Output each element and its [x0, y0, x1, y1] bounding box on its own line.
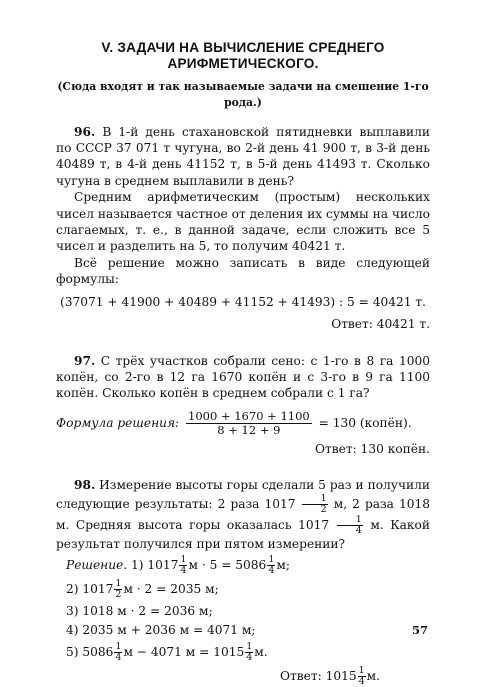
solution-step-1	[56, 555, 430, 576]
fraction-quarter	[337, 515, 363, 536]
problem-statement-c: м. Какой результат получился при пятом измерении?	[56, 517, 431, 551]
problem-97-answer: Ответ: 130 копён.	[315, 441, 430, 456]
step-text: м.	[254, 644, 268, 659]
problem-98	[56, 477, 430, 687]
fraction-denominator: 8 + 12 + 9	[217, 422, 281, 437]
answer-text: м.	[366, 668, 380, 683]
fraction-denominator: 4	[180, 564, 187, 576]
problem-number: 98.	[74, 478, 96, 493]
fraction-numerator: 1000 + 1670 + 1100	[188, 408, 310, 423]
fraction-numerator: 1	[246, 640, 253, 652]
solution-label: Решение.	[66, 557, 128, 572]
fraction-half	[302, 494, 328, 515]
answer-text: Ответ: 1015	[280, 668, 357, 683]
fraction-denominator: 2	[115, 588, 122, 600]
fraction-numerator: 1	[115, 640, 122, 652]
step-text: 1) 1017	[131, 557, 179, 572]
problem-98-text	[56, 477, 430, 552]
fraction-denominator: 4	[246, 651, 253, 663]
fraction-numerator: 1	[115, 577, 122, 589]
solution-step-4: 4) 2035 м + 2036 м = 4071 м;	[66, 623, 256, 638]
fraction-numerator: 1	[268, 553, 275, 565]
step-text: м · 2 = 2035 м;	[123, 581, 219, 596]
step-text: м · 5 = 5086	[188, 557, 267, 572]
fraction-numerator: 1	[302, 494, 328, 505]
problem-statement-b: м, 2 раза 1018 м. Средняя высота горы оказалась 1017	[56, 496, 431, 532]
formula-result: = 130 (копён).	[318, 415, 412, 430]
problem-97	[56, 353, 430, 458]
fraction-denominator: 4	[115, 651, 122, 663]
fraction-quarter	[179, 555, 187, 576]
fraction-denominator: 4	[268, 564, 275, 576]
problem-96-text	[56, 124, 430, 190]
problem-96	[56, 124, 430, 333]
problem-96-explanation: Средним арифметическим (простым) нескольких чисел называется частное от деления их суммы на число слагаемых, т. е., в данной задаче, если сложить все 5 чисел и разделить на 5, то получим 40421 т.	[56, 190, 430, 254]
fraction-quarter	[245, 642, 253, 663]
step-text: 5) 5086	[66, 644, 114, 659]
problem-statement-a: Измерение высоты горы сделали 5 раз и получили следующие результаты: 2 раза 1017	[56, 478, 431, 511]
solution-step-2	[56, 579, 430, 600]
problem-statement: В 1-й день стахановской пятидневки выплавили по СССР 37 071 т чугуна, во 2-й день 41 900 т, в 3-й день 40489 т, в 4-й день 41152 т, в 5-й день 41493 т. Сколько чугуна в среднем выплавили в день?	[56, 124, 431, 188]
step-text: 2) 1017	[66, 581, 114, 596]
page-number: 57	[411, 623, 428, 637]
section-subheading: (Сюда входят и так называемые задачи на смешение 1-го рода.)	[57, 79, 429, 110]
fraction-denominator: 4	[358, 675, 365, 687]
fraction-quarter	[358, 666, 366, 687]
fraction-denominator: 2	[320, 503, 327, 515]
problem-97-text	[56, 353, 430, 402]
problem-96-lead: Всё решение можно записать в виде следующей формулы:	[56, 255, 430, 287]
problem-97-formula	[56, 410, 430, 437]
fraction-quarter	[267, 555, 275, 576]
section-heading: V. ЗАДАЧИ НА ВЫЧИСЛЕНИЕ СРЕДНЕГО АРИФМЕТИЧЕСКОГО.	[101, 40, 385, 72]
problem-98-answer	[56, 666, 430, 687]
solution-step-3: 3) 1018 м · 2 = 2036 м;	[66, 603, 213, 618]
problem-number: 96.	[74, 124, 96, 139]
problem-96-answer: Ответ: 40421 т.	[331, 317, 430, 332]
fraction-denominator: 4	[355, 524, 362, 536]
fraction-numerator: 1	[358, 664, 365, 676]
fraction-half	[114, 579, 122, 600]
step-text: м − 4071 м = 1015	[123, 644, 245, 659]
problem-number: 97.	[74, 353, 96, 368]
formula-fraction	[186, 410, 312, 437]
fraction-numerator: 1	[337, 515, 363, 526]
step-text: м;	[276, 557, 290, 572]
solution-step-5	[56, 642, 430, 663]
problem-statement: С трёх участков собрали сено: с 1-го в 8 га 1000 копён, со 2-го в 12 га 1670 копён и с 3-го в 9 га 1100 копён. Сколько копён в среднем собрали с 1 га?	[56, 353, 431, 401]
fraction-quarter	[114, 642, 122, 663]
fraction-numerator: 1	[180, 553, 187, 565]
formula-label: Формула решения:	[56, 415, 180, 430]
problem-96-formula: (37071 + 41900 + 40489 + 41152 + 41493) : 5 = 40421 т.	[59, 294, 427, 309]
